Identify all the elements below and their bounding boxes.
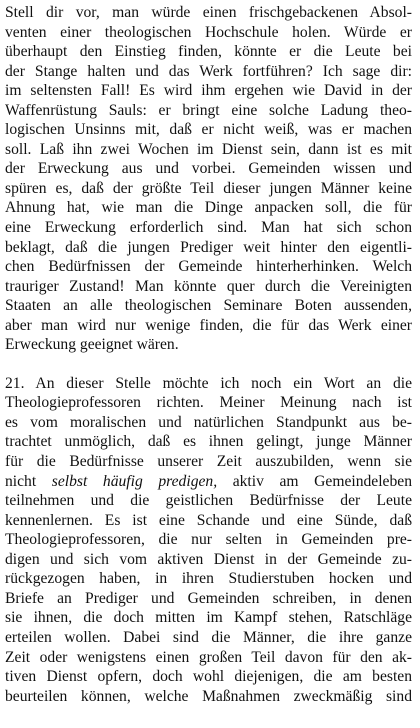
text-line: spüren es, daß der größte Teil dieser jungen Männer keine xyxy=(5,179,412,197)
text-line: Theologieprofessoren, die nur selten in Gemeinden pre- xyxy=(5,531,412,549)
text-line: trauriger Zustand! Man könnte quer durch die Vereinigten xyxy=(5,277,412,295)
text-line: erteilen wollen. Dabei sind die Männer, die ihre ganze xyxy=(5,628,412,646)
text-line: 21. An dieser Stelle möchte ich noch ein Wort an die xyxy=(5,374,412,392)
document-page xyxy=(5,3,412,706)
text-line: teilnehmen und die geistlichen Bedürfnisse der Leute xyxy=(5,492,412,510)
text-line: eine Erweckung erforderlich sind. Man hat sich schon xyxy=(5,219,412,237)
text-line: Erweckung geeignet wären. xyxy=(5,336,179,354)
text-line: logischen Unsinns mit, daß er nicht weiß, was er machen xyxy=(5,121,412,139)
text-line: beklagt, daß die jungen Prediger weit hinter den eigentli- xyxy=(5,238,412,256)
text-line: der Stange halten und das Werk fortführen? Ich sage dir: xyxy=(5,62,412,80)
paragraph-erweckung-prediger xyxy=(5,3,412,355)
emphasis-text: selbst häufig predigen, xyxy=(51,472,218,490)
text-run: nicht xyxy=(5,472,52,490)
text-line: Ahnung hat, wie man die Dinge anpacken soll, die für xyxy=(5,199,412,217)
text-line: im seltensten Fall! Es wird ihm ergehen wie David in der xyxy=(5,82,412,100)
text-line: venten einer theologischen Hochschule holen. Würde er xyxy=(5,23,412,41)
paragraph-21-theologieprofessoren xyxy=(5,374,412,706)
text-line: Theologieprofessoren richten. Meiner Meinung nach ist xyxy=(5,394,412,412)
text-run: aktiv am Gemeindeleben xyxy=(217,472,412,490)
text-line: der Erweckung aus und vorbei. Gemeinden wissen und xyxy=(5,160,412,178)
text-line: chen Bedürfnissen der Gemeinde hinterherhinken. Welch xyxy=(5,258,412,276)
text-line: überhaupt den Einstieg finden, könnte er die Leute bei xyxy=(5,43,412,61)
text-line: Staaten an alle theologischen Seminare Boten aussenden, xyxy=(5,297,412,315)
text-line: soll. Laß ihn zwei Wochen im Dienst sein, dann ist es mit xyxy=(5,140,412,158)
text-line: Stell dir vor, man würde einen frischgebackenen Absol- xyxy=(5,4,412,21)
text-line: digen und sich vom aktiven Dienst in der Gemeinde zu- xyxy=(5,550,412,568)
text-line: aber man wird nur wenige finden, die für das Werk einer xyxy=(5,316,412,334)
text-line: Waffenrüstung Sauls: er bringt eine solche Ladung theo- xyxy=(5,101,412,119)
text-line: kennenlernen. Es ist eine Schande und eine Sünde, daß xyxy=(5,511,412,529)
text-line: Briefe an Prediger und Gemeinden schreiben, in denen xyxy=(5,589,412,607)
text-line: tiven Dienst opfern, doch wohl diejenigen, die am besten xyxy=(5,668,412,686)
text-line: Zeit oder wenigstens einen großen Teil davon für den ak- xyxy=(5,648,412,666)
text-line: rückgezogen haben, in ihren Studierstuben hocken und xyxy=(5,570,412,588)
text-line: es vom moralischen und natürlichen Standpunkt aus be- xyxy=(5,413,412,431)
paragraph-spacer xyxy=(5,355,412,374)
text-line: beurteilen können, welche Maßnahmen zweckmäßig sind xyxy=(5,687,412,705)
text-line: sie ihnen, die doch mitten im Kampf stehen, Ratschläge xyxy=(5,609,412,627)
text-line: für die Bedürfnisse unserer Zeit auszubilden, wenn sie xyxy=(5,453,412,471)
text-line-with-emphasis xyxy=(5,472,412,492)
text-line: trachtet unmöglich, daß es ihnen gelingt, junge Männer xyxy=(5,433,412,451)
